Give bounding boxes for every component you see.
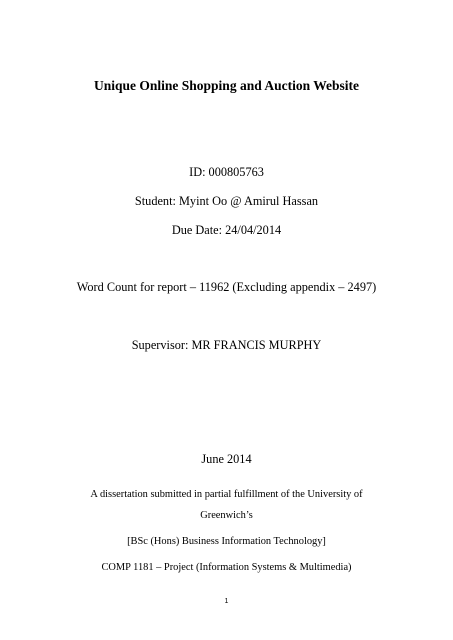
due-date: Due Date: 24/04/2014	[171, 223, 282, 237]
degree-name: [BSc (Hons) Business Information Technology]	[127, 536, 326, 547]
supervisor: Supervisor: MR FRANCIS MURPHY	[131, 338, 322, 352]
student-id: ID: 000805763	[189, 165, 264, 179]
document-title: Unique Online Shopping and Auction Website	[94, 78, 359, 93]
dissertation-statement-line-2: Greenwich’s	[200, 510, 253, 521]
page-number: 1	[224, 598, 229, 605]
dissertation-statement-line-1: A dissertation submitted in partial fulfillment of the University of	[90, 489, 363, 500]
course-name: COMP 1181 – Project (Information Systems & Multimedia)	[101, 562, 352, 573]
student-name: Student: Myint Oo @ Amirul Hassan	[134, 194, 319, 208]
submission-month: June 2014	[201, 452, 252, 466]
word-count: Word Count for report – 11962 (Excluding appendix – 2497)	[76, 280, 377, 294]
